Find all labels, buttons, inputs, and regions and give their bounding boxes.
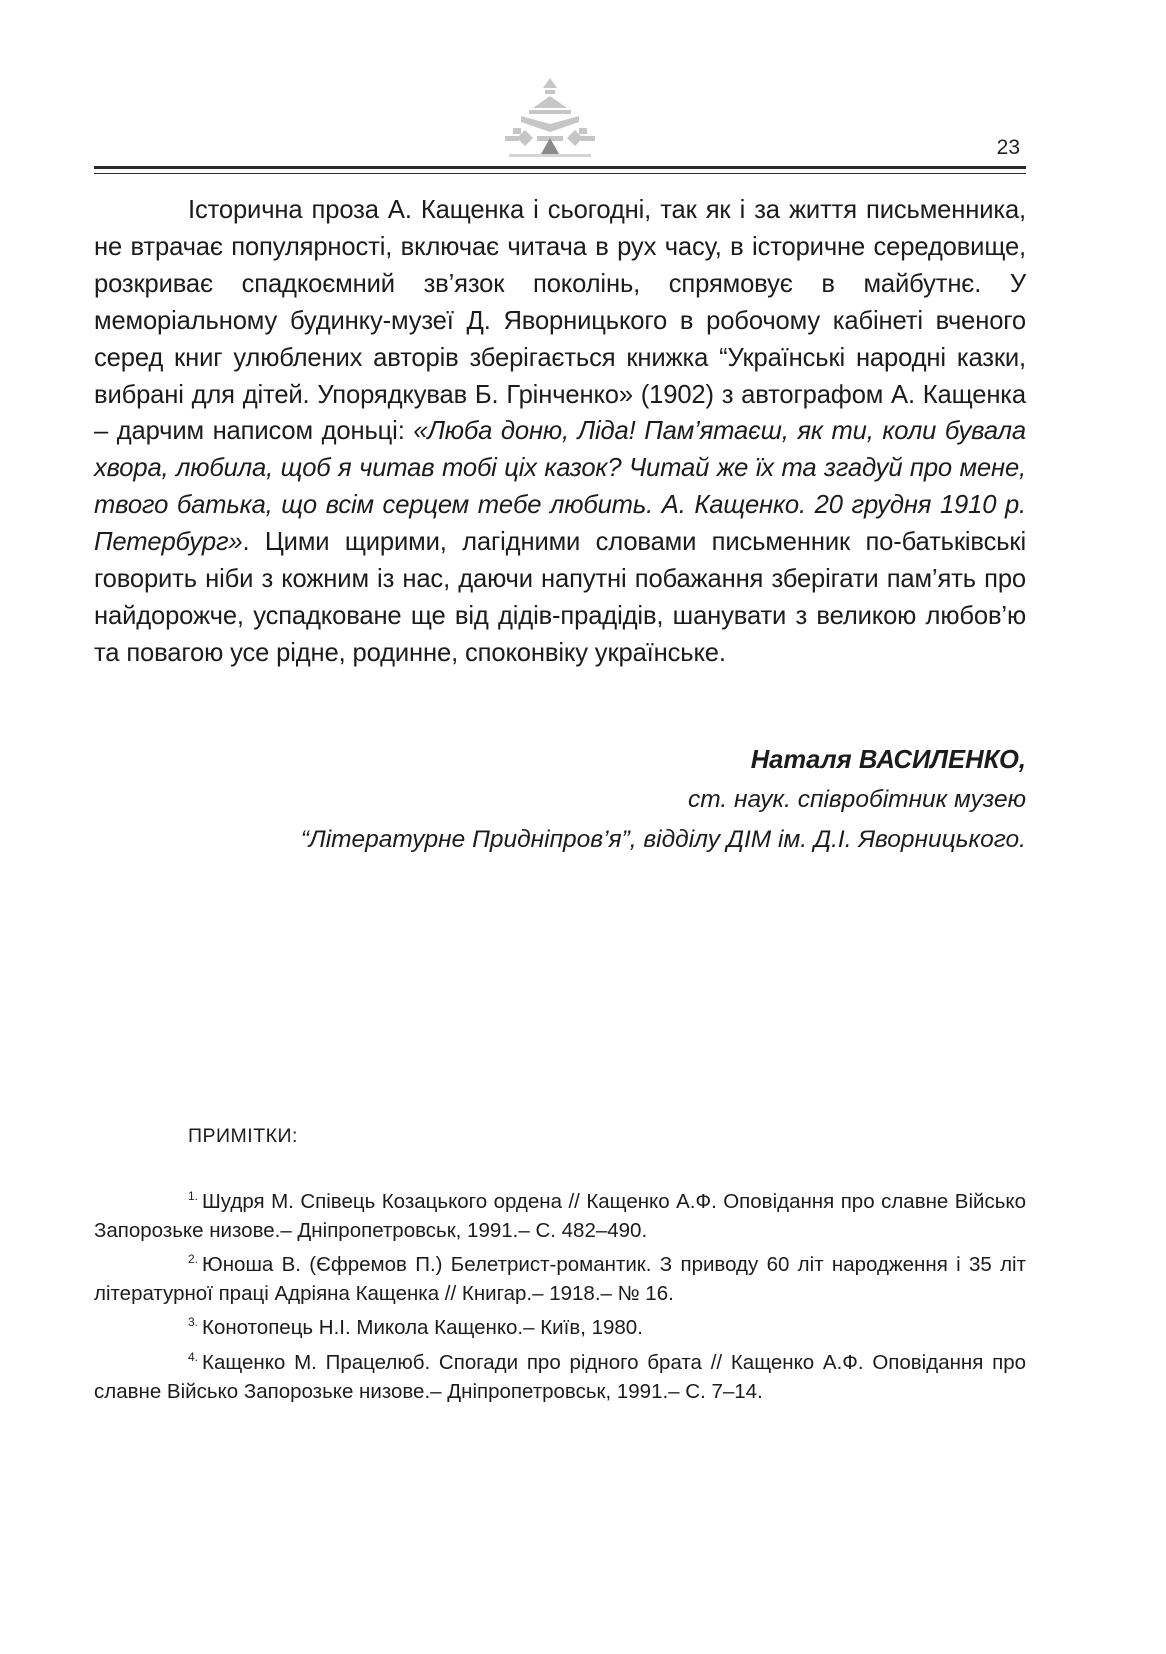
author-title: ст. наук. співробітник музею	[688, 786, 1026, 813]
signature-block	[301, 740, 1026, 860]
author-department: “Літературне Придніпров’я”, відділу ДІМ ім. Д.І. Яворницького.	[300, 826, 1026, 853]
note-text: Юноша В. (Єфремов П.) Белетрист-романтик. З приводу 60 літ народження і 35 літ літературної праці Адріяна Кащенка // Книгар.– 1918.– № 16.	[94, 1253, 1026, 1305]
body-paragraph	[94, 192, 1026, 672]
note-number: 2.	[188, 1252, 199, 1267]
dedication-quote: «Люба доню, Ліда! Пам’ятаєш, як ти, коли бувала хвора, любила, щоб я читав тобі ціх казок? Читай же їх та згадуй про мене, твого батька, що всім серцем тебе любить. А. Кащенко. 20 грудня 1910 р. Петербург»	[94, 417, 1026, 557]
note-number: 1.	[188, 1189, 199, 1203]
note-number: 3.	[188, 1315, 199, 1330]
author-name: Наталя ВАСИЛЕНКО,	[750, 746, 1026, 774]
note-text: Шудря М. Співець Козацького ордена // Кащенко А.Ф. Оповідання про славне Військо Запорозьке низове.– Дніпропетровськ, 1991.– С. 482–490.	[94, 1190, 1026, 1242]
header-rule-thick	[94, 166, 1026, 169]
page-number: 23	[996, 136, 1020, 159]
note-item	[94, 1343, 1026, 1406]
folk-ornament-icon	[503, 78, 597, 158]
note-item	[94, 1245, 1026, 1308]
body-text-lead: Історична проза А. Кащенка і сьогодні, так як і за життя письменника, не втрачає популярності, включає читача в рух часу, в історичне середовище, розкриває спадкоємний зв’язок поколінь, спрямовує в майбутнє. У меморіальному будинку-музеї Д. Яворницького в робочому кабінеті вченого серед книг улюблених авторів зберігається книжка “Українські народні казки, вибрані для дітей. Упорядкував Б. Грінченко» (1902) з автографом А. Кащенка – дарчим написом доньці:	[94, 196, 1026, 446]
note-item	[94, 1182, 1026, 1245]
note-item	[94, 1308, 1026, 1343]
note-text: Конотопець Н.І. Микола Кащенко.– Київ, 1980.	[202, 1316, 643, 1340]
body-text-tail: . Цими щирими, лагідними словами письменник по-батьківські говорить ніби з кожним із нас, даючи напутні побажання зберігати пам’ять про найдорожче, успадковане ще від дідів-прадідів, шанувати з великою любов’ю та повагою усе рідне, родинне, споконвіку українське.	[94, 528, 1026, 667]
note-number: 4.	[188, 1349, 199, 1364]
note-text: Кащенко М. Працелюб. Спогади про рідного брата // Кащенко А.Ф. Оповідання про славне Військо Запорозьке низове.– Дніпропетровськ, 1991.– С. 7–14.	[94, 1350, 1026, 1403]
header-rule-thin	[94, 173, 1026, 174]
article-body	[94, 192, 1026, 672]
notes-list	[94, 1182, 1026, 1406]
notes-heading: ПРИМІТКИ:	[188, 1125, 298, 1147]
